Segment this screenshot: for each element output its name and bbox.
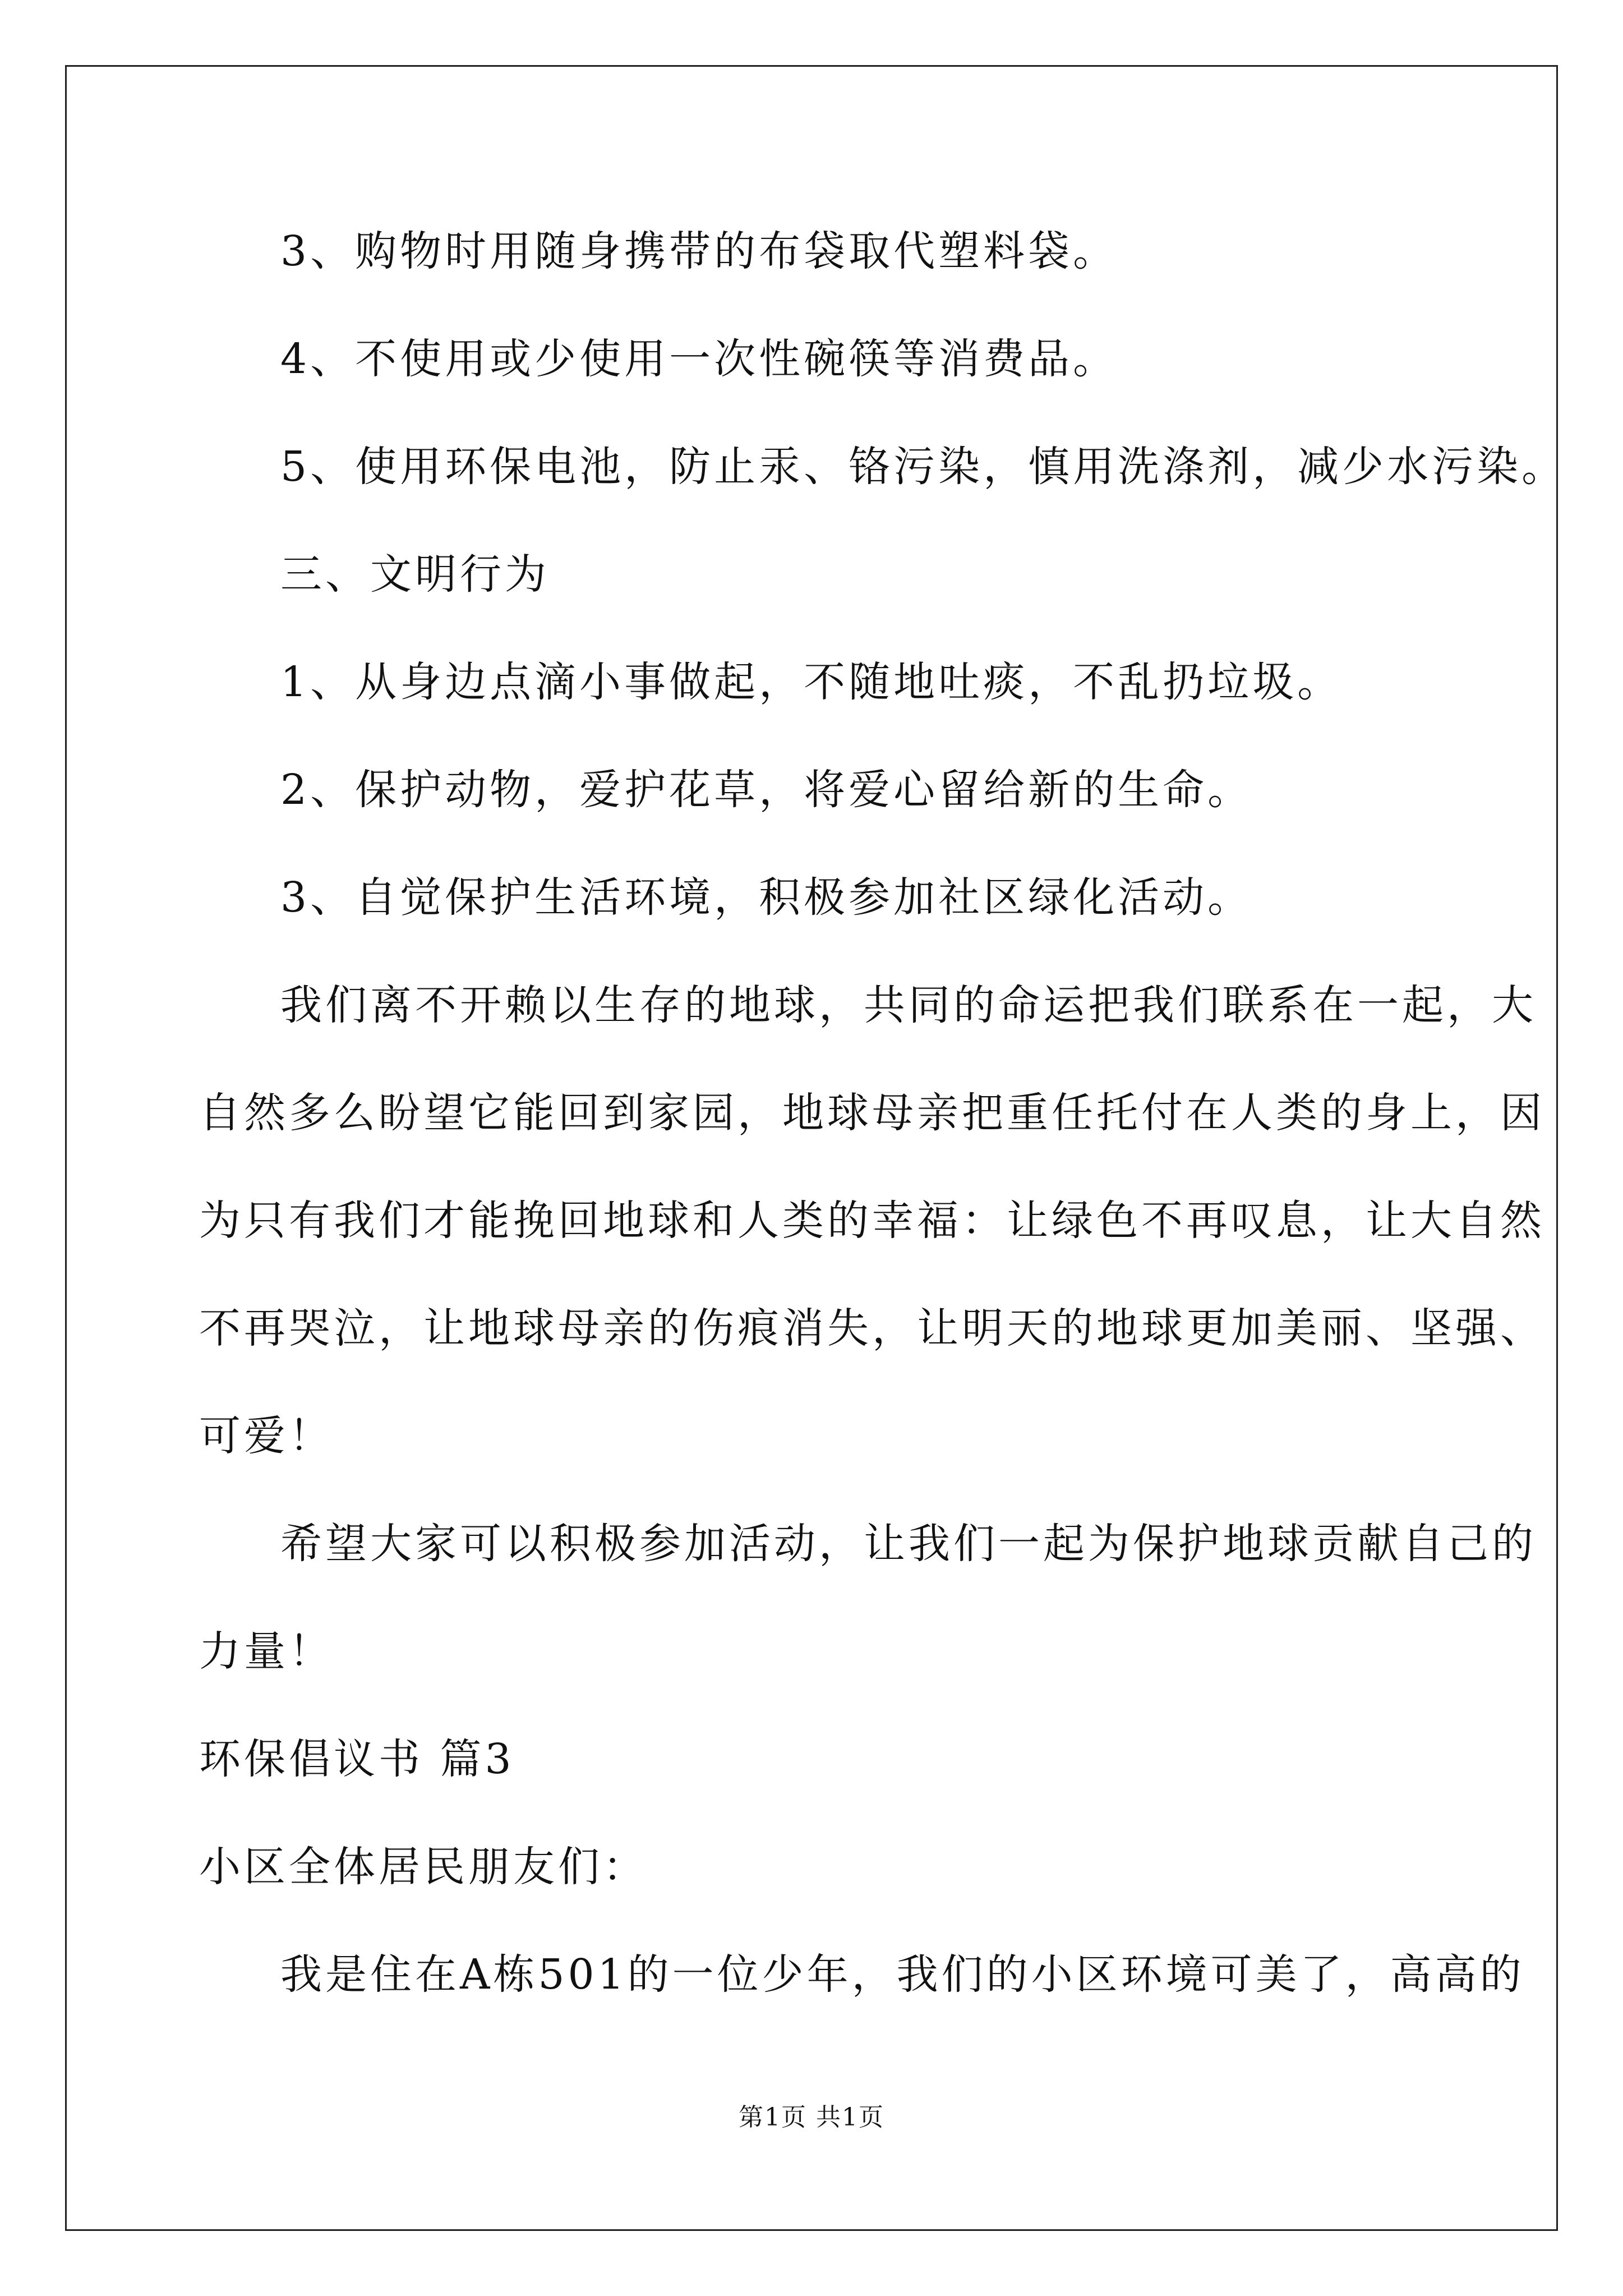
page-number: 第1页 共1页	[739, 2103, 884, 2132]
paragraph-line: 我们离不开赖以生存的地球，共同的命运把我们联系在一起，大	[280, 981, 1537, 1029]
paragraph-line: 不再哭泣，让地球母亲的伤痕消失，让明天的地球更加美丽、坚强、	[199, 1304, 1545, 1352]
list-item: 4、不使用或少使用一次性碗筷等消费品。	[280, 335, 1118, 383]
section-heading: 三、文明行为	[280, 550, 550, 599]
paragraph-line: 为只有我们才能挽回地球和人类的幸福：让绿色不再叹息，让大自然	[199, 1197, 1545, 1245]
section-title: 环保倡议书 篇3	[199, 1735, 515, 1783]
list-item: 3、自觉保护生活环境，积极参加社区绿化活动。	[280, 873, 1253, 922]
paragraph-line: 我是住在A栋501的一位少年，我们的小区环境可美了，高高的	[280, 1950, 1525, 1999]
salutation: 小区全体居民朋友们：	[199, 1843, 648, 1891]
paragraph-line: 可爱！	[199, 1412, 334, 1460]
page-border	[65, 65, 1558, 2231]
paragraph-line: 力量！	[199, 1627, 334, 1676]
paragraph-line: 自然多么盼望它能回到家园，地球母亲把重任托付在人类的身上，因	[199, 1089, 1545, 1137]
list-item: 1、从身边点滴小事做起，不随地吐痰，不乱扔垃圾。	[280, 658, 1343, 706]
list-item: 2、保护动物，爱护花草，将爱心留给新的生命。	[280, 766, 1253, 814]
paragraph-line: 希望大家可以积极参加活动，让我们一起为保护地球贡献自己的	[280, 1520, 1537, 1568]
list-item: 5、使用环保电池，防止汞、铬污染，慎用洗涤剂，减少水污染。	[280, 443, 1567, 491]
list-item: 3、购物时用随身携带的布袋取代塑料袋。	[280, 227, 1118, 275]
